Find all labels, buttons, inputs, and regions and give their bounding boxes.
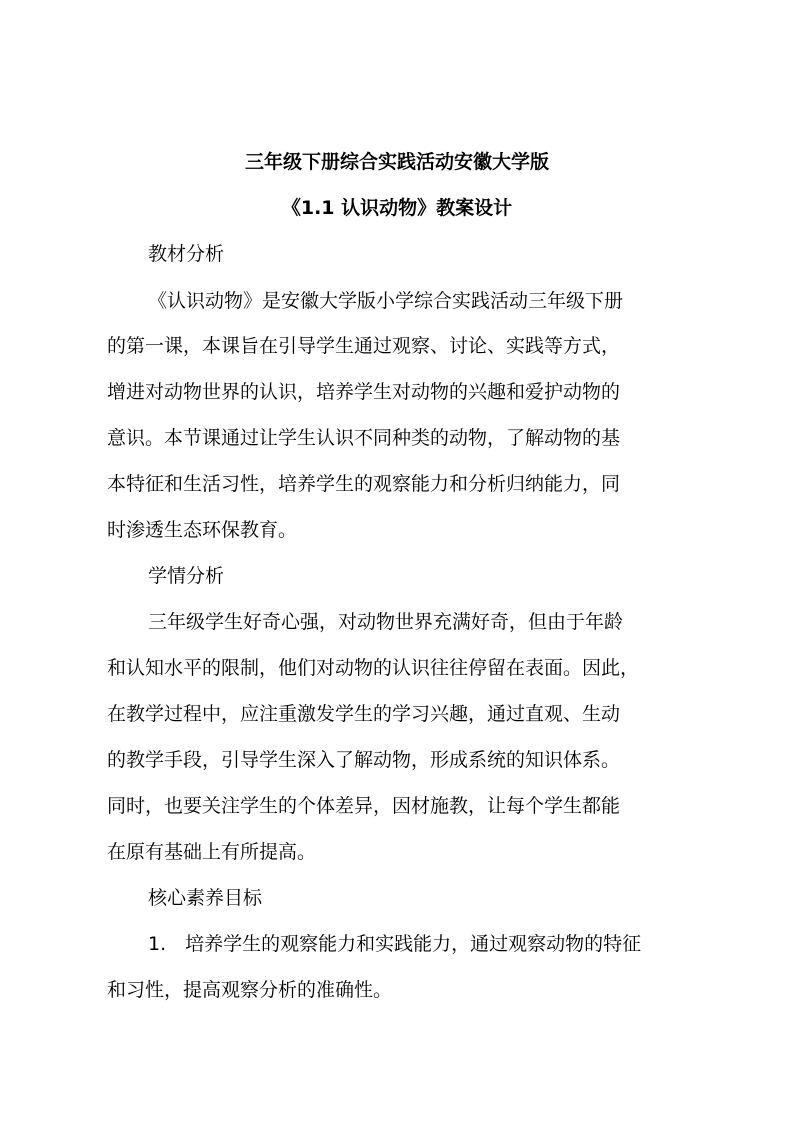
paragraph-line: 在原有基础上有所提高。: [107, 841, 317, 863]
section-heading-textbook-analysis: 教材分析: [148, 243, 225, 265]
document-title-line-2: 《1.1 认识动物》教案设计: [281, 197, 513, 219]
paragraph-line: 本特征和生活习性，培养学生的观察能力和分析归纳能力，同: [107, 473, 621, 495]
paragraph-line: 同时，也要关注学生的个体差异，因材施教，让每个学生都能: [107, 795, 621, 817]
paragraph-line: 在教学过程中，应注重激发学生的学习兴趣，通过直观、生动: [107, 703, 621, 725]
paragraph-line: 和认知水平的限制，他们对动物的认识往往停留在表面。因此，: [107, 657, 640, 679]
paragraph-line: 三年级学生好奇心强，对动物世界充满好奇，但由于年龄: [148, 611, 624, 633]
paragraph-line: 时渗透生态环保教育。: [107, 519, 298, 541]
paragraph-line: 的教学手段，引导学生深入了解动物，形成系统的知识体系。: [107, 749, 621, 771]
paragraph-line: 1. 培养学生的观察能力和实践能力，通过观察动物的特征: [148, 933, 642, 955]
paragraph-line: 和习性，提高观察分析的准确性。: [107, 979, 393, 1001]
document-title-line-1: 三年级下册综合实践活动安徽大学版: [244, 151, 549, 173]
paragraph-line: 意识。本节课通过让学生认识不同种类的动物，了解动物的基: [107, 427, 621, 449]
paragraph-line: 增进对动物世界的认识，培养学生对动物的兴趣和爱护动物的: [107, 381, 621, 403]
section-heading-core-literacy-goals: 核心素养目标: [148, 887, 263, 909]
section-heading-student-analysis: 学情分析: [148, 565, 225, 587]
paragraph-line: 的第一课，本课旨在引导学生通过观察、讨论、实践等方式，: [107, 335, 621, 357]
paragraph-line: 《认识动物》是安徽大学版小学综合实践活动三年级下册: [148, 290, 624, 312]
